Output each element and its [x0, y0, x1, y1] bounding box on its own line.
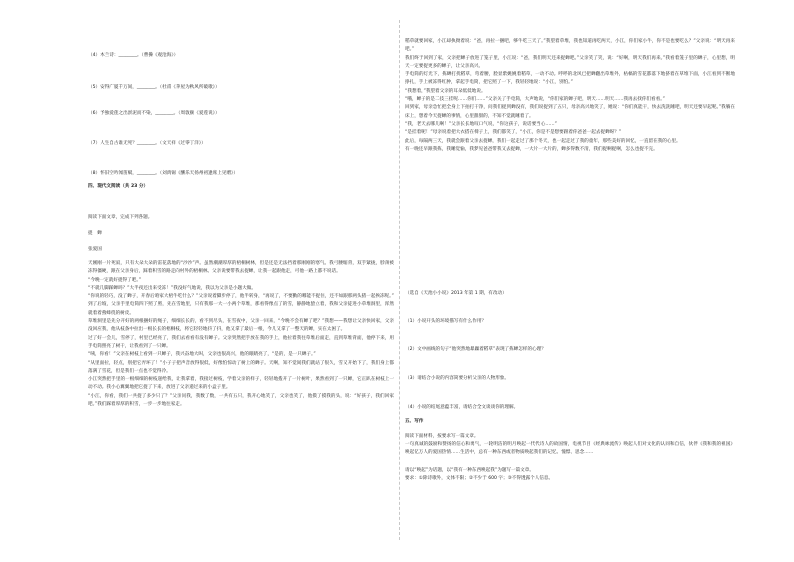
- reading-question-1: （1）小说开头的环境描写有什么作用？: [405, 319, 487, 324]
- story-paragraph: “从里面拉，轻点，别把它弄坏了！”小子子把声音放得很低，好像怕惊动了树上的蝉子。天啊，知不觉间我们就站了很久，雪又开始下了，我们身上都落满了雪花，但是我们一点也不觉得冷。: [88, 360, 394, 374]
- story-paragraph: “不就几脚踩蝉吗？”大半夜还出来受冻！”我没好气地说，我以为父亲是小题大做。: [88, 285, 256, 291]
- story-paragraph: 天刚刚一片死寂，只有大朵大朵的雷花落地的“沙沙”声。虽然潮潮厚厚的梧桐树林，但是还是无法挡着那刚刚的寒气。我弓腰缩背，双手紧拢，脖颈被冻得僵硬，跟在父亲身后，踩着积雪的路走向村外的梧桐林。父亲说要带我去捉蝉，让我一起跟他走，可他一路上都不说话。: [88, 261, 394, 275]
- question-4: （4）木兰诗：________。（曹操《观沧海》）: [88, 53, 179, 58]
- story-paragraph: “小江，你看，我们一共捉了多少只了？”父亲问我，我数了数，一共有五只，我开心地笑了，父亲也笑了，他摸了摸我的头，说：“好孩子，我们回家吧。”我们踩着厚厚的积雪，一步一步地往家走。: [88, 393, 394, 408]
- story-title: 捉 蝉: [88, 231, 102, 236]
- question-7: （7）人生自古谁无死？________。（文天祥《过零丁洋》）: [88, 141, 206, 146]
- section-4-heading: 四、现代文阅读（共 23 分）: [88, 184, 149, 189]
- story-paragraph: “咦，你看！”父亲在树枝上看到一只蝉子，我兴奋地大叫，父亲也很高兴，他的眼睛亮了，“是的，是一只蝉子。”: [88, 352, 316, 358]
- reading-question-3: （3）请结合小说的内容简要分析父亲的人物形象。: [405, 376, 509, 381]
- reading-instruction: 阅读下面文章，完成下列各题。: [88, 215, 153, 220]
- question-5: （5）安得广厦千万间，________。（杜甫《茅屋为秋风所破歌》）: [88, 85, 220, 90]
- story-paragraph: 稻草就要回家，小江却执拗着说：“爸，再拉一捆吧，够牛吃三天了。”我望着草堆，我也知道再吃两天，小江，你们家小牛，你不是也要吃么？”父亲说：“明天再来吧。”: [405, 39, 735, 53]
- story-body-right: [405, 38, 735, 274]
- story-author: 张爱国: [88, 247, 102, 252]
- story-paragraph: 小江突然把手里的一根细细的树枝递给我，让我拿着，我接过树枝，学着父亲的样子，轻轻地拨开了一片树叶，果然看到了一只蝉，它正趴在树枝上一动不动。我小心翼翼地把它捉了下来，放进了父亲递过来的小盒子里。: [88, 377, 394, 391]
- story-paragraph: 此后，每隔两三天，我就会跟着父亲去捉蝉，我们一起走过了那个冬天，也一起走过了我的童年，那些美好的回忆，一直留在我的心里。: [405, 138, 681, 144]
- reading-question-4: （4）小说的结尾意蕴丰富，请结合全文谈谈你的理解。: [405, 405, 519, 410]
- writing-task: 请以“唤起”为话题，以“我有一种东西唤起我”为题写一篇文章。: [405, 468, 534, 473]
- reading-question-2: （2）文中画线的句子“他突然地暴躁着稻草”表现了拣蝉怎样的心理？: [405, 347, 546, 352]
- story-paragraph: 到了后坡，父亲手里电筒四下照了照，先在雪地里，只有我那一大一小两个草堆，那看得像点了的雪，静静地蛰立着，我和父亲徒进小草堆洞里，浑然就着着燕蜂绕的树皮。: [88, 302, 394, 316]
- writing-material: 一句真诚的鼓励和赞扬的信心和勇气，一轮明洁的明月唤起一代代诗人的故国情，电视节目《经典咏流传》唤起人们对文化的认同和自信，伙伴《我和我的祖国》唤起亿万人的爱国热情……生活中，总有一种东西或者物质唤起我们的记忆、憧憬、思念……: [405, 442, 735, 456]
- story-paragraph: 草堆洞里是先分开好的两根捆好的绳子，细细长长的，看不到尽头，在雪夜中，父亲一回来，“今晚不会有蝉了吧？”我想——我想让父亲快回家，父亲没回应我，他从枝条中拉出一根长长的梧桐枝，将它轻轻地抖了抖，他又拿了最后一根，今儿又拿了一整天的蝉，实在太困了。: [88, 319, 394, 333]
- story-paragraph: 我们终于回到了家，父亲把蝉子放进了笼子里，小江说：“爸，我们明天还来捉蝉吧。”父亲笑了笑，说：“好啊，明天我们再来。”我看着笼子里的蝉子，心里想，明天一定要捉更多的蝉子，让父亲高兴。: [405, 55, 735, 69]
- story-paragraph: 回到家，母亲急忙把全身上下拍打干净，问我们捉到蝉没有，我们说捉到了五只，母亲高兴地笑了，她说：“你们真能干，快去洗洗睡吧，明天还要早起呢。”我躺在床上，想着今天捉蝉的事情，心里甜甜的，不知不觉就睡着了。: [405, 105, 735, 119]
- column-divider: [399, 20, 400, 540]
- question-8: （8）怀旧空吟闻笛赋，________。（刘禹锡《酬乐天扬州初逢席上见赠》）: [88, 171, 238, 176]
- story-paragraph: 手电筒的灯光下，拣蝉打扰稻草，弯着腰，脸显紫姚姚着稻草，一动不动。呼呼的北风已把蝉翻出草堆外，枯槁的雪花都落下地挤着在草堆下面，小江看到不断地挣扎，手上被冻得红肿，拿起手电筒，把它照了一下，我轻轻地说：“小江，别怕。”: [405, 72, 735, 86]
- story-source: （选自《天池小小说》2013 年第 1 期，有改动）: [405, 291, 507, 296]
- story-body-left: [88, 260, 394, 548]
- writing-intro: 阅读下面材料，按要求写一篇文章。: [405, 434, 479, 439]
- story-paragraph: 有一晚还早跟我拣，我睡觉愉，我梦见爸爸带我又去捉蝉，一大片一大片的，蝉多得数不清，我们捉啊捉啊，怎么也捉不完。: [405, 146, 658, 152]
- question-6: （6）予独爱莲之出淤泥而不染，________。（周敦颐《爱莲说》）: [88, 111, 220, 116]
- writing-requirement: 要求：①除诗歌外，文体不限；②不少于 600 字；③不得透露个人信息。: [405, 476, 554, 481]
- story-paragraph: “哦，蝉子的是二技三挂呢……你们……”父亲关了手电筒，大声地说，“你们家的蝉子吧，明天……明天……我再去找你们看看。”: [405, 97, 665, 103]
- story-paragraph: “是挂着呢！”母亲说着把大衣搭在椅子上，我们都笑了，“小江，你是不是想要跟着你爸爸一起去捉蝉呀？”: [405, 130, 622, 136]
- section-5-heading: 五、写作: [405, 419, 424, 424]
- story-paragraph: 过了好一会儿，雪停了，村里已经亮了，我们去看看有没有蝉子。父亲突然把手放在我的手上，他拉着我往草堆后面走，直到草堆背面，他停下来，用手电筒照亮了树干，让我看到了一只蝉。: [88, 335, 394, 349]
- story-paragraph: “我想着，”我望着父亲的耳朵低低地说。: [405, 88, 486, 94]
- story-paragraph: “我，老天去哪儿啊！”父亲长长地叹口气说，“你这孩子，说话要当心……”: [405, 121, 557, 127]
- story-paragraph: “今晚一定就好捉得了吧。”: [88, 277, 141, 283]
- story-paragraph: “你说的轻巧，没了蝉子，开春后咱家大梧牛吃什么？”父亲说着脚步停了，他半转身，“再说了，不要勤的哪能不捉住，还不如跟那两头猪一起挨冻呢。”: [88, 294, 394, 300]
